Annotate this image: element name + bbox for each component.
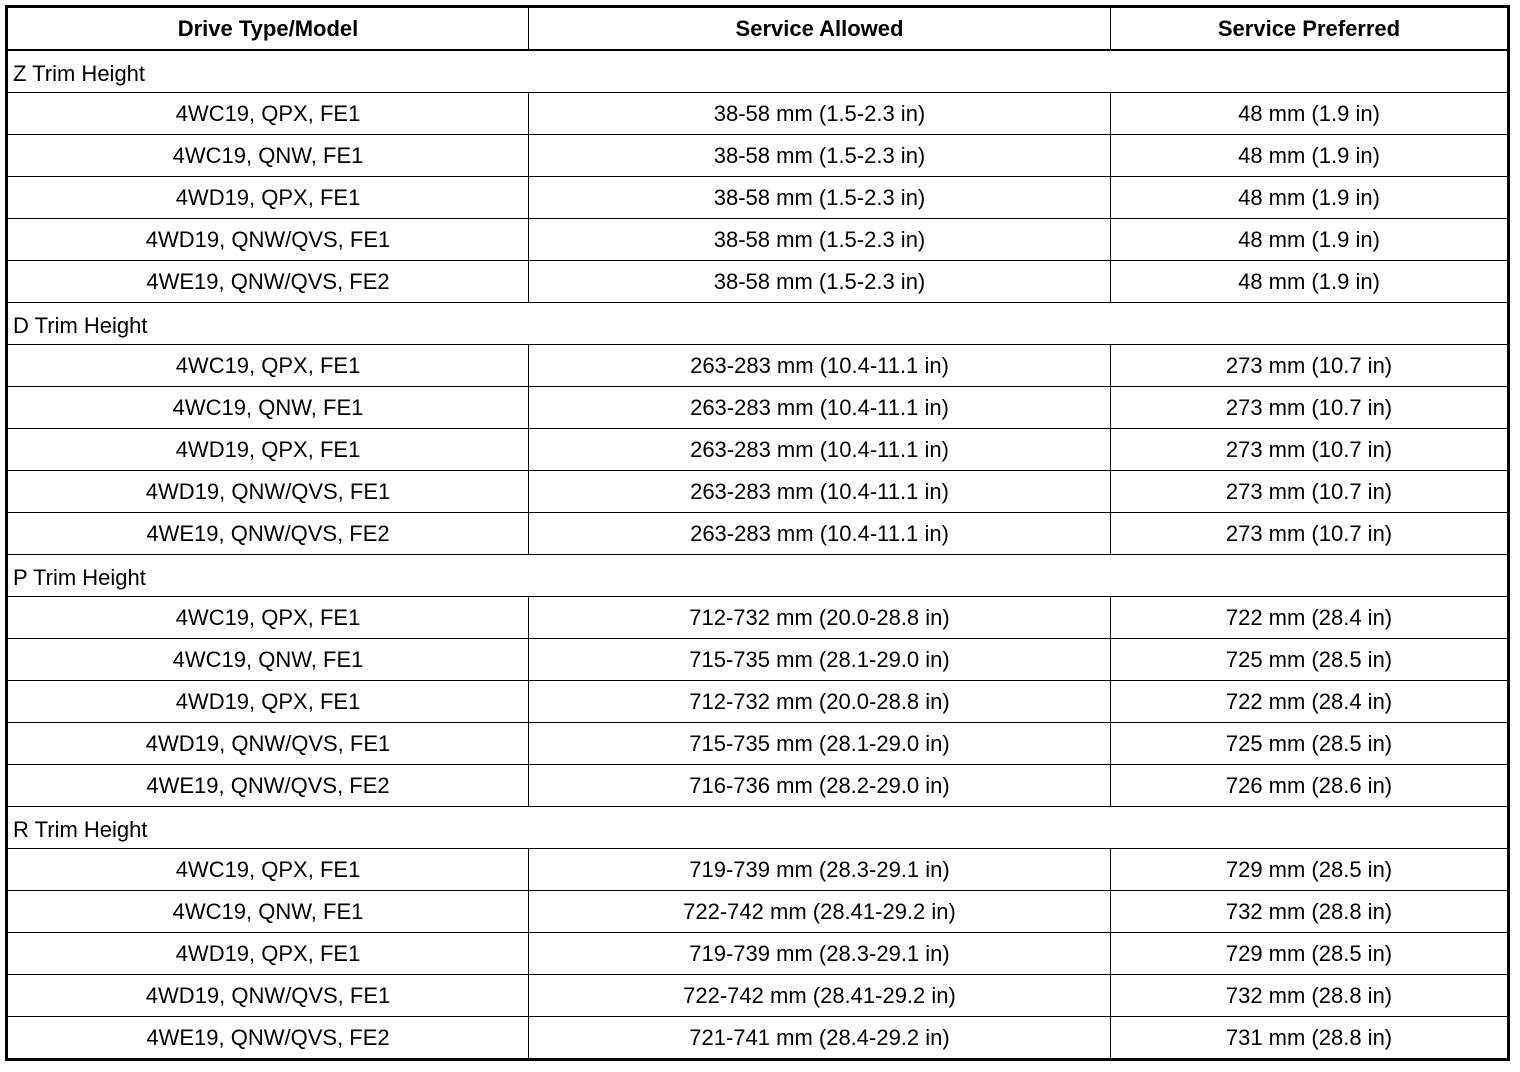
table-row [7, 975, 1509, 1017]
service-preferred-cell: 732 mm (28.8 in) [1111, 975, 1509, 1017]
table-row [7, 387, 1509, 429]
service-preferred-cell: 725 mm (28.5 in) [1111, 723, 1509, 765]
drive-type-cell: 4WE19, QNW/QVS, FE2 [7, 1017, 529, 1060]
drive-type-cell: 4WE19, QNW/QVS, FE2 [7, 261, 529, 303]
drive-type-cell: 4WC19, QPX, FE1 [7, 849, 529, 891]
table-row [7, 723, 1509, 765]
service-allowed-cell: 38-58 mm (1.5-2.3 in) [529, 135, 1111, 177]
header-row [7, 7, 1509, 51]
service-preferred-cell: 48 mm (1.9 in) [1111, 219, 1509, 261]
service-preferred-cell: 48 mm (1.9 in) [1111, 261, 1509, 303]
service-preferred-cell: 273 mm (10.7 in) [1111, 387, 1509, 429]
table-row [7, 345, 1509, 387]
table-header [7, 7, 1509, 51]
service-allowed-cell: 38-58 mm (1.5-2.3 in) [529, 93, 1111, 135]
service-allowed-cell: 38-58 mm (1.5-2.3 in) [529, 177, 1111, 219]
service-allowed-cell: 715-735 mm (28.1-29.0 in) [529, 639, 1111, 681]
drive-type-cell: 4WC19, QNW, FE1 [7, 135, 529, 177]
section-header-row [7, 50, 1509, 93]
table-row [7, 639, 1509, 681]
service-allowed-cell: 722-742 mm (28.41-29.2 in) [529, 891, 1111, 933]
service-allowed-cell: 263-283 mm (10.4-11.1 in) [529, 471, 1111, 513]
table-row [7, 513, 1509, 555]
service-allowed-cell: 719-739 mm (28.3-29.1 in) [529, 849, 1111, 891]
drive-type-cell: 4WC19, QNW, FE1 [7, 639, 529, 681]
drive-type-cell: 4WD19, QPX, FE1 [7, 933, 529, 975]
section-header-row [7, 555, 1509, 597]
section-title: Z Trim Height [7, 50, 1509, 93]
section-title: D Trim Height [7, 303, 1509, 345]
service-allowed-cell: 712-732 mm (20.0-28.8 in) [529, 681, 1111, 723]
service-preferred-cell: 273 mm (10.7 in) [1111, 513, 1509, 555]
service-preferred-cell: 729 mm (28.5 in) [1111, 933, 1509, 975]
drive-type-cell: 4WC19, QNW, FE1 [7, 891, 529, 933]
table-row [7, 135, 1509, 177]
drive-type-cell: 4WD19, QNW/QVS, FE1 [7, 219, 529, 261]
service-preferred-cell: 732 mm (28.8 in) [1111, 891, 1509, 933]
drive-type-cell: 4WC19, QPX, FE1 [7, 597, 529, 639]
drive-type-cell: 4WC19, QPX, FE1 [7, 345, 529, 387]
table-row [7, 219, 1509, 261]
table-row [7, 681, 1509, 723]
table-row [7, 429, 1509, 471]
table-row [7, 471, 1509, 513]
drive-type-cell: 4WD19, QPX, FE1 [7, 177, 529, 219]
service-preferred-cell: 48 mm (1.9 in) [1111, 93, 1509, 135]
service-allowed-cell: 38-58 mm (1.5-2.3 in) [529, 261, 1111, 303]
service-preferred-cell: 273 mm (10.7 in) [1111, 345, 1509, 387]
table-row [7, 933, 1509, 975]
table-row [7, 849, 1509, 891]
service-preferred-cell: 722 mm (28.4 in) [1111, 597, 1509, 639]
table-row [7, 261, 1509, 303]
service-preferred-cell: 48 mm (1.9 in) [1111, 135, 1509, 177]
service-preferred-cell: 273 mm (10.7 in) [1111, 429, 1509, 471]
table-row [7, 93, 1509, 135]
service-allowed-cell: 721-741 mm (28.4-29.2 in) [529, 1017, 1111, 1060]
table-row [7, 597, 1509, 639]
service-allowed-cell: 722-742 mm (28.41-29.2 in) [529, 975, 1111, 1017]
section-header-row [7, 807, 1509, 849]
section-title: R Trim Height [7, 807, 1509, 849]
column-header-drive-type: Drive Type/Model [7, 7, 529, 51]
service-allowed-cell: 263-283 mm (10.4-11.1 in) [529, 429, 1111, 471]
service-allowed-cell: 719-739 mm (28.3-29.1 in) [529, 933, 1111, 975]
drive-type-cell: 4WC19, QNW, FE1 [7, 387, 529, 429]
service-preferred-cell: 48 mm (1.9 in) [1111, 177, 1509, 219]
table-row [7, 891, 1509, 933]
trim-height-spec-table [5, 5, 1510, 1061]
table-body [7, 50, 1509, 1060]
service-allowed-cell: 263-283 mm (10.4-11.1 in) [529, 345, 1111, 387]
drive-type-cell: 4WD19, QNW/QVS, FE1 [7, 723, 529, 765]
service-allowed-cell: 716-736 mm (28.2-29.0 in) [529, 765, 1111, 807]
section-header-row [7, 303, 1509, 345]
drive-type-cell: 4WD19, QPX, FE1 [7, 429, 529, 471]
section-title: P Trim Height [7, 555, 1509, 597]
service-preferred-cell: 729 mm (28.5 in) [1111, 849, 1509, 891]
service-preferred-cell: 726 mm (28.6 in) [1111, 765, 1509, 807]
service-preferred-cell: 722 mm (28.4 in) [1111, 681, 1509, 723]
service-preferred-cell: 273 mm (10.7 in) [1111, 471, 1509, 513]
service-preferred-cell: 731 mm (28.8 in) [1111, 1017, 1509, 1060]
service-preferred-cell: 725 mm (28.5 in) [1111, 639, 1509, 681]
service-allowed-cell: 715-735 mm (28.1-29.0 in) [529, 723, 1111, 765]
table-row [7, 177, 1509, 219]
drive-type-cell: 4WE19, QNW/QVS, FE2 [7, 765, 529, 807]
drive-type-cell: 4WE19, QNW/QVS, FE2 [7, 513, 529, 555]
column-header-service-allowed: Service Allowed [529, 7, 1111, 51]
service-allowed-cell: 38-58 mm (1.5-2.3 in) [529, 219, 1111, 261]
table-row [7, 765, 1509, 807]
drive-type-cell: 4WD19, QNW/QVS, FE1 [7, 975, 529, 1017]
service-allowed-cell: 263-283 mm (10.4-11.1 in) [529, 387, 1111, 429]
table-row [7, 1017, 1509, 1060]
drive-type-cell: 4WD19, QNW/QVS, FE1 [7, 471, 529, 513]
service-allowed-cell: 263-283 mm (10.4-11.1 in) [529, 513, 1111, 555]
service-allowed-cell: 712-732 mm (20.0-28.8 in) [529, 597, 1111, 639]
column-header-service-preferred: Service Preferred [1111, 7, 1509, 51]
drive-type-cell: 4WC19, QPX, FE1 [7, 93, 529, 135]
drive-type-cell: 4WD19, QPX, FE1 [7, 681, 529, 723]
